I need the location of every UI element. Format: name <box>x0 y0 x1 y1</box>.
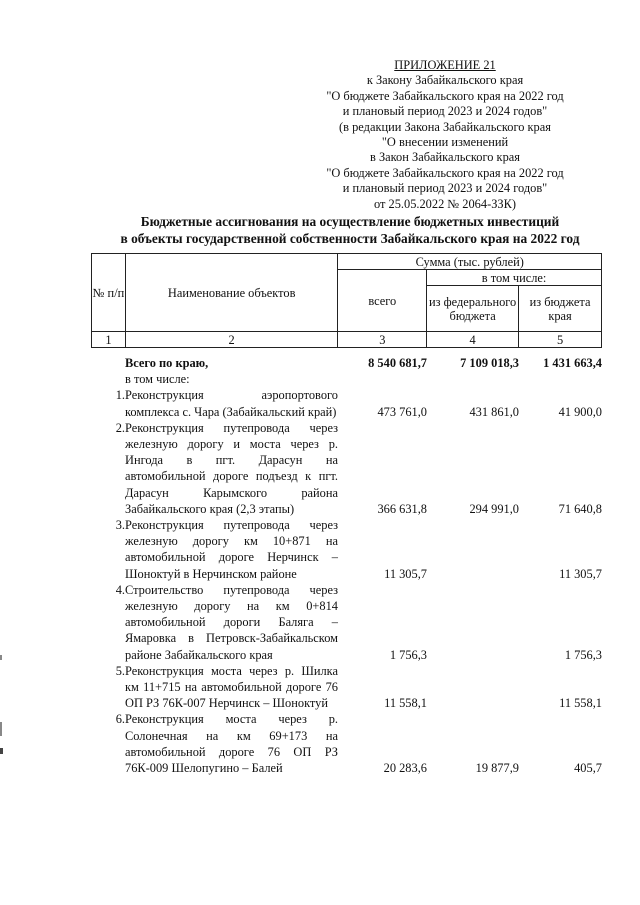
annex-line: "О бюджете Забайкальского края на 2022 год <box>326 88 564 103</box>
total-regional: 1 431 663,4 <box>543 356 602 370</box>
row-total: 11 305,7 <box>384 566 427 581</box>
row-total: 366 631,8 <box>377 501 427 516</box>
row-regional: 11 558,1 <box>559 696 602 711</box>
including-row <box>91 371 602 387</box>
row-federal <box>427 582 519 663</box>
annex-line: и плановый период 2023 и 2024 годов" <box>342 104 548 119</box>
annex-line: в Закон Забайкальского края <box>370 150 520 165</box>
header-sum: Сумма (тыс. рублей) <box>338 254 602 270</box>
annex-line: ПРИЛОЖЕНИЕ 21 <box>394 58 496 72</box>
row-name: Реконструкция аэропортового комплекса с. Чара (Забайкальский край) <box>125 388 338 419</box>
col-number: 3 <box>338 332 427 348</box>
row-regional: 11 305,7 <box>559 566 602 581</box>
row-name: Реконструкция моста через р. Шилка км 11+715 на автомобильной дороге 76 ОП РЗ 76К-007 Нерчинск – Шоноктуй <box>125 663 338 711</box>
table-row <box>91 517 602 582</box>
header-name: Наименование объектов <box>125 254 338 332</box>
row-federal: 294 991,0 <box>469 501 519 516</box>
header-federal: из федерального бюджета <box>427 286 519 332</box>
annex-line: "О внесении изменений <box>381 135 509 150</box>
row-total: 1 756,3 <box>389 647 427 662</box>
table-row <box>91 420 602 517</box>
annex-line: (в редакции Закона Забайкальского края <box>339 119 551 134</box>
table-row <box>91 711 602 776</box>
title-line-2: в объекты государственной собственности Забайкальского края на 2022 год <box>120 231 580 246</box>
table-row <box>91 663 602 712</box>
row-total: 20 283,6 <box>383 761 427 776</box>
col-number: 4 <box>427 332 519 348</box>
row-federal <box>427 517 519 582</box>
total-sum: 8 540 681,7 <box>368 356 427 370</box>
row-regional: 1 756,3 <box>564 647 602 662</box>
row-name: Строительство путепровода через железную дорогу на км 0+814 автомобильной дороги Баляга – Ямаровка в Петровск-Забайкальском районе Забайкальского края <box>125 582 338 662</box>
annex-line: от 25.05.2022 № 2064-ЗЗК) <box>373 196 517 211</box>
scan-artifact <box>0 722 2 736</box>
row-federal <box>427 663 519 712</box>
total-label: Всего по краю, <box>125 356 209 370</box>
table-body <box>91 355 602 776</box>
total-federal: 7 109 018,3 <box>460 356 519 370</box>
document-title <box>90 213 610 247</box>
row-number: 2. <box>115 420 125 435</box>
row-federal: 19 877,9 <box>475 761 519 776</box>
row-total: 473 761,0 <box>377 404 427 419</box>
annex-header <box>300 58 590 212</box>
annex-line: "О бюджете Забайкальского края на 2022 год <box>326 165 564 180</box>
header-num: № п/п <box>92 254 126 332</box>
row-name: Реконструкция путепровода через железную дорогу км 10+871 на автомобильной дороге Нерчинск – Шоноктуй в Нерчинском районе <box>125 518 338 581</box>
row-regional: 405,7 <box>574 761 602 776</box>
table-header <box>91 253 602 348</box>
header-regional: из бюджета края <box>519 286 602 332</box>
row-regional: 71 640,8 <box>558 501 602 516</box>
row-regional: 41 900,0 <box>558 404 602 419</box>
scan-artifact <box>0 655 2 660</box>
col-number: 1 <box>92 332 126 348</box>
row-name: Реконструкция путепровода через железную дорогу и моста через р. Ингода в пгт. Дарасун на автомобильной дороге подъезд к пгт. Дарасун Карымского района Забайкальского края (2,3 этапы) <box>125 420 338 516</box>
row-number: 5. <box>115 663 125 678</box>
row-number: 6. <box>115 712 125 727</box>
table-row <box>91 582 602 663</box>
title-line-1: Бюджетные ассигнования на осуществление бюджетных инвестиций <box>140 214 560 229</box>
including-label: в том числе: <box>125 372 190 387</box>
row-number: 4. <box>115 582 125 597</box>
col-number: 5 <box>519 332 602 348</box>
row-total: 11 558,1 <box>384 696 427 711</box>
header-total: всего <box>338 270 427 332</box>
row-number: 3. <box>115 518 125 533</box>
col-number: 2 <box>125 332 338 348</box>
row-name: Реконструкция моста через р. Солонечная на км 69+173 на автомобильной дороге 76 ОП РЗ 76К-009 Шелопугино – Балей <box>125 712 338 776</box>
annex-line: и плановый период 2023 и 2024 годов" <box>342 181 548 196</box>
row-federal: 431 861,0 <box>469 404 519 419</box>
scan-artifact <box>0 748 3 754</box>
total-row <box>91 355 602 371</box>
annex-line: к Закону Забайкальского края <box>366 73 524 88</box>
row-number: 1. <box>115 388 125 403</box>
table-row <box>91 387 602 419</box>
header-including: в том числе: <box>427 270 602 286</box>
